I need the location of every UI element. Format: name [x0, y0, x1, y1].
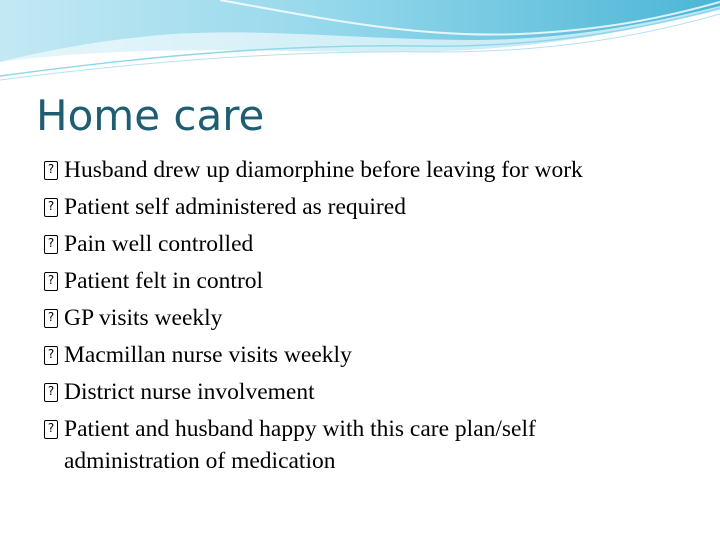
bullet-icon: ?: [44, 161, 58, 180]
bullet-icon: ?: [44, 420, 58, 439]
list-item: [44, 229, 664, 261]
bullet-text: Pain well controlled: [64, 231, 254, 257]
list-item: [44, 266, 664, 298]
list-item: [44, 155, 664, 187]
bullet-icon: ?: [44, 383, 58, 402]
list-item: [44, 192, 664, 224]
list-item: [44, 377, 664, 409]
list-item: [44, 340, 664, 372]
bullet-text: Macmillan nurse visits weekly: [64, 342, 352, 368]
slide-title: Home care: [36, 91, 265, 140]
bullet-icon: ?: [44, 309, 58, 328]
bullet-text: Patient and husband happy with this care plan/self administration of medication: [64, 416, 536, 474]
bullet-text: Patient self administered as required: [64, 194, 406, 220]
bullet-icon: ?: [44, 198, 58, 217]
bullet-icon: ?: [44, 272, 58, 291]
bullet-text: Husband drew up diamorphine before leaving for work: [64, 157, 583, 183]
list-item: [44, 414, 664, 477]
bullet-text: District nurse involvement: [64, 379, 315, 405]
bullet-text: GP visits weekly: [64, 305, 223, 331]
decorative-wave-header: [0, 0, 720, 90]
bullet-icon: ?: [44, 235, 58, 254]
bullet-text: Patient felt in control: [64, 268, 264, 294]
bullet-icon: ?: [44, 346, 58, 365]
list-item: [44, 303, 664, 335]
bullet-list: [44, 155, 664, 483]
